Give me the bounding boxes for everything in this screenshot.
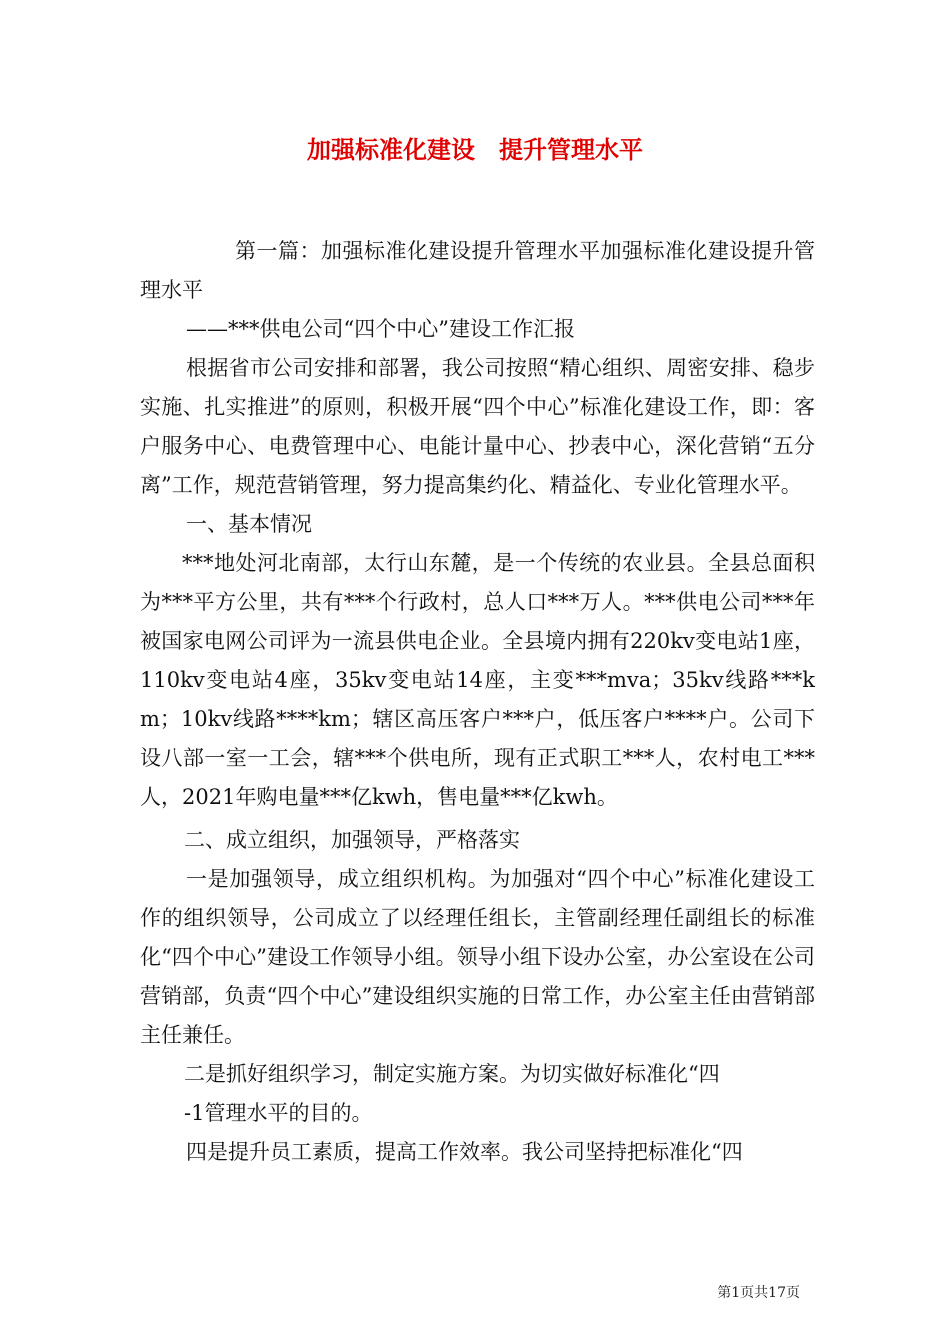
page-number: 第1页共17页 [717,1285,800,1301]
paragraph-fragment: -1管理水平的目的。 [184,1101,373,1125]
document-title: 加强标准化建设 提升管理水平 [307,135,643,164]
section-heading-basic-info: 一、基本情况 [186,512,312,536]
paragraph-chapter-heading: 第一篇：加强标准化建设提升管理水平加强标准化建设提升管理水平 [140,239,815,302]
paragraph-subtitle: ——***供电公司“四个中心”建设工作汇报 [186,317,575,341]
paragraph-intro: 根据省市公司安排和部署，我公司按照“精心组织、周密安排、稳步实施、扎实推进”的原则，积极开展“四个中心”标准化建设工作，即：客户服务中心、电费管理中心、电能计量中心、抄表中心，深化营销“五分离”工作，规范营销管理，努力提高集约化、精益化、专业化管理水平。 [140,356,815,497]
section-heading-organization: 二、成立组织，加强领导，严格落实 [184,828,520,852]
paragraph-leadership: 一是加强领导，成立组织机构。为加强对“四个中心”标准化建设工作的组织领导，公司成立了以经理任组长，主管副经理任副组长的标准化“四个中心”建设工作领导小组。领导小组下设办公室，办公室设在公司营销部，负责“四个中心”建设组织实施的日常工作，办公室主任由营销部主任兼任。 [140,867,815,1047]
paragraph-staff-quality: 四是提升员工素质，提高工作效率。我公司坚持把标准化“四 [186,1140,743,1164]
paragraph-study: 二是抓好组织学习，制定实施方案。为切实做好标准化“四 [184,1062,720,1086]
document-body [140,232,815,1172]
paragraph-basic-info: ***地处河北南部，太行山东麓，是一个传统的农业县。全县总面积为***平方公里，共有***个行政村，总人口***万人。***供电公司***年被国家电网公司评为一流县供电企业。全县境内拥有220kv变电站1座，110kv变电站4座，35kv变电站14座，主变***mva；35kv线路***km；10kv线路****km；辖区高压客户***户，低压客户****户。公司下设八部一室一工会，辖***个供电所，现有正式职工***人，农村电工***人，2021年购电量***亿kwh，售电量***亿kwh。 [140,551,815,809]
